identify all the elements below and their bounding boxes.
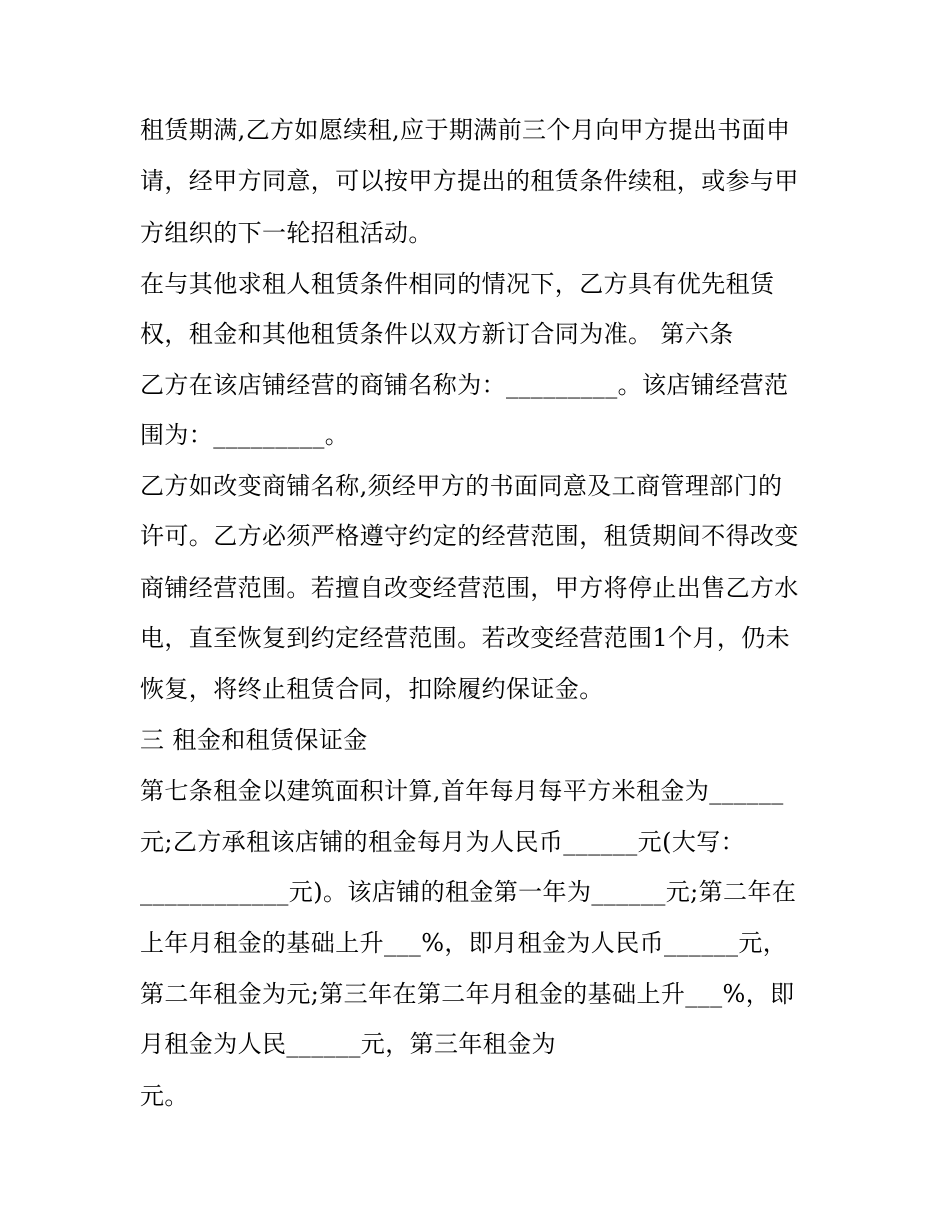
paragraph-line: 方组织的下一轮招租活动。 [140, 219, 433, 247]
paragraph-line: 元。 [140, 1082, 189, 1110]
paragraph-line: 第七条租金以建筑面积计算,首年每月每平方米租金为______ [140, 777, 784, 805]
paragraph-line: 元;乙方承租该店铺的租金每月为人民币______元(大写： [140, 828, 746, 856]
paragraph-line: 上年月租金的基础上升___%，即月租金为人民币______元， [140, 929, 788, 957]
paragraph-line: 围为：_________。 [140, 421, 350, 449]
paragraph-line: 租赁期满,乙方如愿续租,应于期满前三个月向甲方提出书面申 [140, 116, 791, 144]
paragraph-line: 在与其他求租人租赁条件相同的情况下，乙方具有优先租赁 [140, 270, 775, 298]
paragraph-line: 恢复，将终止租赁合同，扣除履约保证金。 [140, 675, 604, 703]
paragraph-line: 电，直至恢复到约定经营范围。若改变经营范围1个月，仍未 [140, 624, 791, 652]
paragraph-line: 月租金为人民______元，第三年租金为 [140, 1030, 556, 1058]
section-heading: 三 租金和租赁保证金 [140, 726, 368, 754]
paragraph-line: 请，经甲方同意，可以按甲方提出的租赁条件续租，或参与甲 [140, 167, 799, 195]
paragraph-line: 权，租金和其他租赁条件以双方新订合同为准。 第六条 [140, 320, 734, 348]
paragraph-line: ____________元)。该店铺的租金第一年为______元;第二年在 [140, 878, 797, 906]
paragraph-line: 乙方在该店铺经营的商铺名称为：_________。该店铺经营范 [140, 371, 789, 399]
paragraph-line: 商铺经营范围。若擅自改变经营范围，甲方将停止出售乙方水 [140, 574, 799, 602]
paragraph-line: 乙方如改变商铺名称,须经甲方的书面同意及工商管理部门的 [140, 472, 783, 500]
paragraph-line: 许可。乙方必须严格遵守约定的经营范围，租赁期间不得改变 [140, 522, 799, 550]
paragraph-line: 第二年租金为元;第三年在第二年月租金的基础上升___%，即 [140, 980, 795, 1008]
